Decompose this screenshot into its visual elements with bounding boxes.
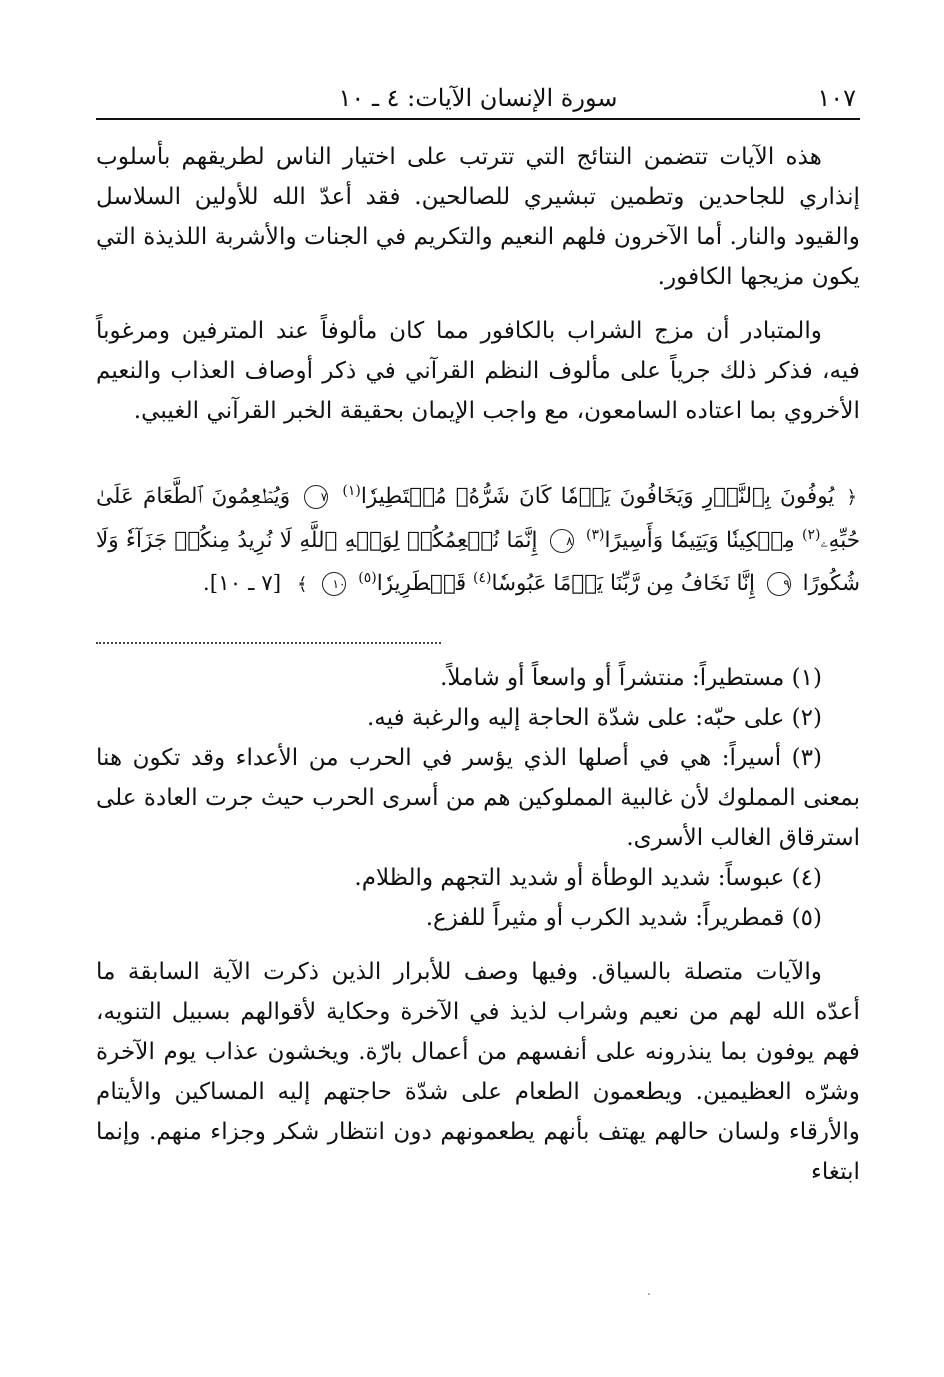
verse-text-3: مِسۡكِينٗا وَيَتِيمٗا وَأَسِيرًا [604,528,795,553]
verse-text-2: وَيُطۡعِمُونَ ٱلطَّعَامَ عَلَىٰ حُبِّهِۦ [96,484,860,553]
running-header [96,80,860,118]
verse-text-6: قَمۡطَرِيرٗا [376,571,467,596]
verse-open-ornament: ﴿ [846,487,857,508]
footnote-ref-1: (١) [342,482,361,499]
footnote-separator [96,642,441,644]
header-rule [96,118,860,120]
footnote-ref-5: (٥) [358,569,377,586]
footnote-1: (١) مستطيراً: منتشراً أو واسعاً أو شاملاً. [440,665,822,691]
footnote-2: (٢) على حبّه: على شدّة الحاجة إليه والرغبة فيه. [367,705,822,731]
commentary-paragraph-3: والآيات متصلة بالسياق. وفيها وصف للأبرار الذين ذكرت الآية السابقة ما أعدّه الله لهم من نعيم وشراب لذيذ في الآخرة وحكاية لأقوالهم بسبيل التنويه، فهم يوفون بما ينذرونه على أنفسهم من أعمال بارّة. ويخشون عذاب يوم الآخرة وشرّه العظيمين. ويطعمون الطعام على شدّة حاجتهم إليه المساكين والأيتام والأرقاء ولسان حالهم يهتف بأنهم يطعمونهم دون انتظار شكر وجزاء منهم. وإنما ابتغاء [96,958,860,1185]
verse-text-4: إِنَّمَا نُطۡعِمُكُمۡ لِوَجۡهِ ٱللَّهِ لَا نُرِيدُ مِنكُمۡ جَزَآءٗ وَلَا شُكُورًا [96,528,860,596]
ayah-number-10: ١٠ [322,572,346,596]
footnote-3: (٣) أسيراً: هي في أصلها الذي يؤسر في الحرب من الأعداء وقد تكون هنا بمعنى المملوك لأن غالبية المملوكين هم من أسرى الحرب حيث جرت العادة على استرقاق الغالب الأسرى. [96,745,860,851]
page-number: ١٠٧ [817,84,856,112]
footnote-4: (٤) عبوساً: شديد الوطأة أو شديد التجهم والظلام. [354,865,822,891]
ayah-number-8: ٨ [550,529,574,553]
verse-text-1: يُوفُونَ بِٱلنَّذۡرِ وَيَخَافُونَ يَوۡمٗا كَانَ شَرُّهُۥ مُسۡتَطِيرٗا [360,484,835,509]
footnote-ref-4: (٤) [472,569,492,586]
book-page [96,80,860,1192]
quran-verse-block [96,475,860,606]
footnote-5: (٥) قمطريراً: شديد الكرب أو مثيراً للفزع. [425,905,822,931]
verse-close-ornament: ﴾ [297,574,308,595]
ayah-number-9: ٩ [767,572,791,596]
verse-reference: [٧ ـ ١٠]. [202,571,282,596]
footnote-ref-3: (٣) [586,526,605,543]
footnotes [96,658,860,938]
scan-speck [648,1293,650,1295]
running-title: سورة الإنسان الآيات: ٤ ـ ١٠ [338,84,618,112]
commentary-paragraph-2: والمتبادر أن مزج الشراب بالكافور مما كان مألوفاً عند المترفين ومرغوباً فيه، فذكر ذلك جرياً على مألوف النظم القرآني في ذكر أوصاف العذاب والنعيم الأخروي بما اعتاده السامعون، مع واجب الإيمان بحقيقة الخبر القرآني الغيبي. [96,317,860,424]
ayah-number-7: ٧ [304,485,328,509]
commentary-paragraph-1: هذه الآيات تتضمن النتائج التي تترتب على اختيار الناس لطريقهم بأسلوب إنذاري للجاحدين وتطمين تبشيري للصالحين. فقد أعدّ الله للأولين السلاسل والقيود والنار. أما الآخرون فلهم النعيم والتكريم في الجنات والأشربة اللذيذة التي يكون مزيجها الكافور. [96,143,860,290]
verse-text-5: إِنَّا نَخَافُ مِن رَّبِّنَا يَوۡمًا عَبُوسٗا [491,571,755,596]
footnote-ref-2: (٢) [802,526,821,543]
